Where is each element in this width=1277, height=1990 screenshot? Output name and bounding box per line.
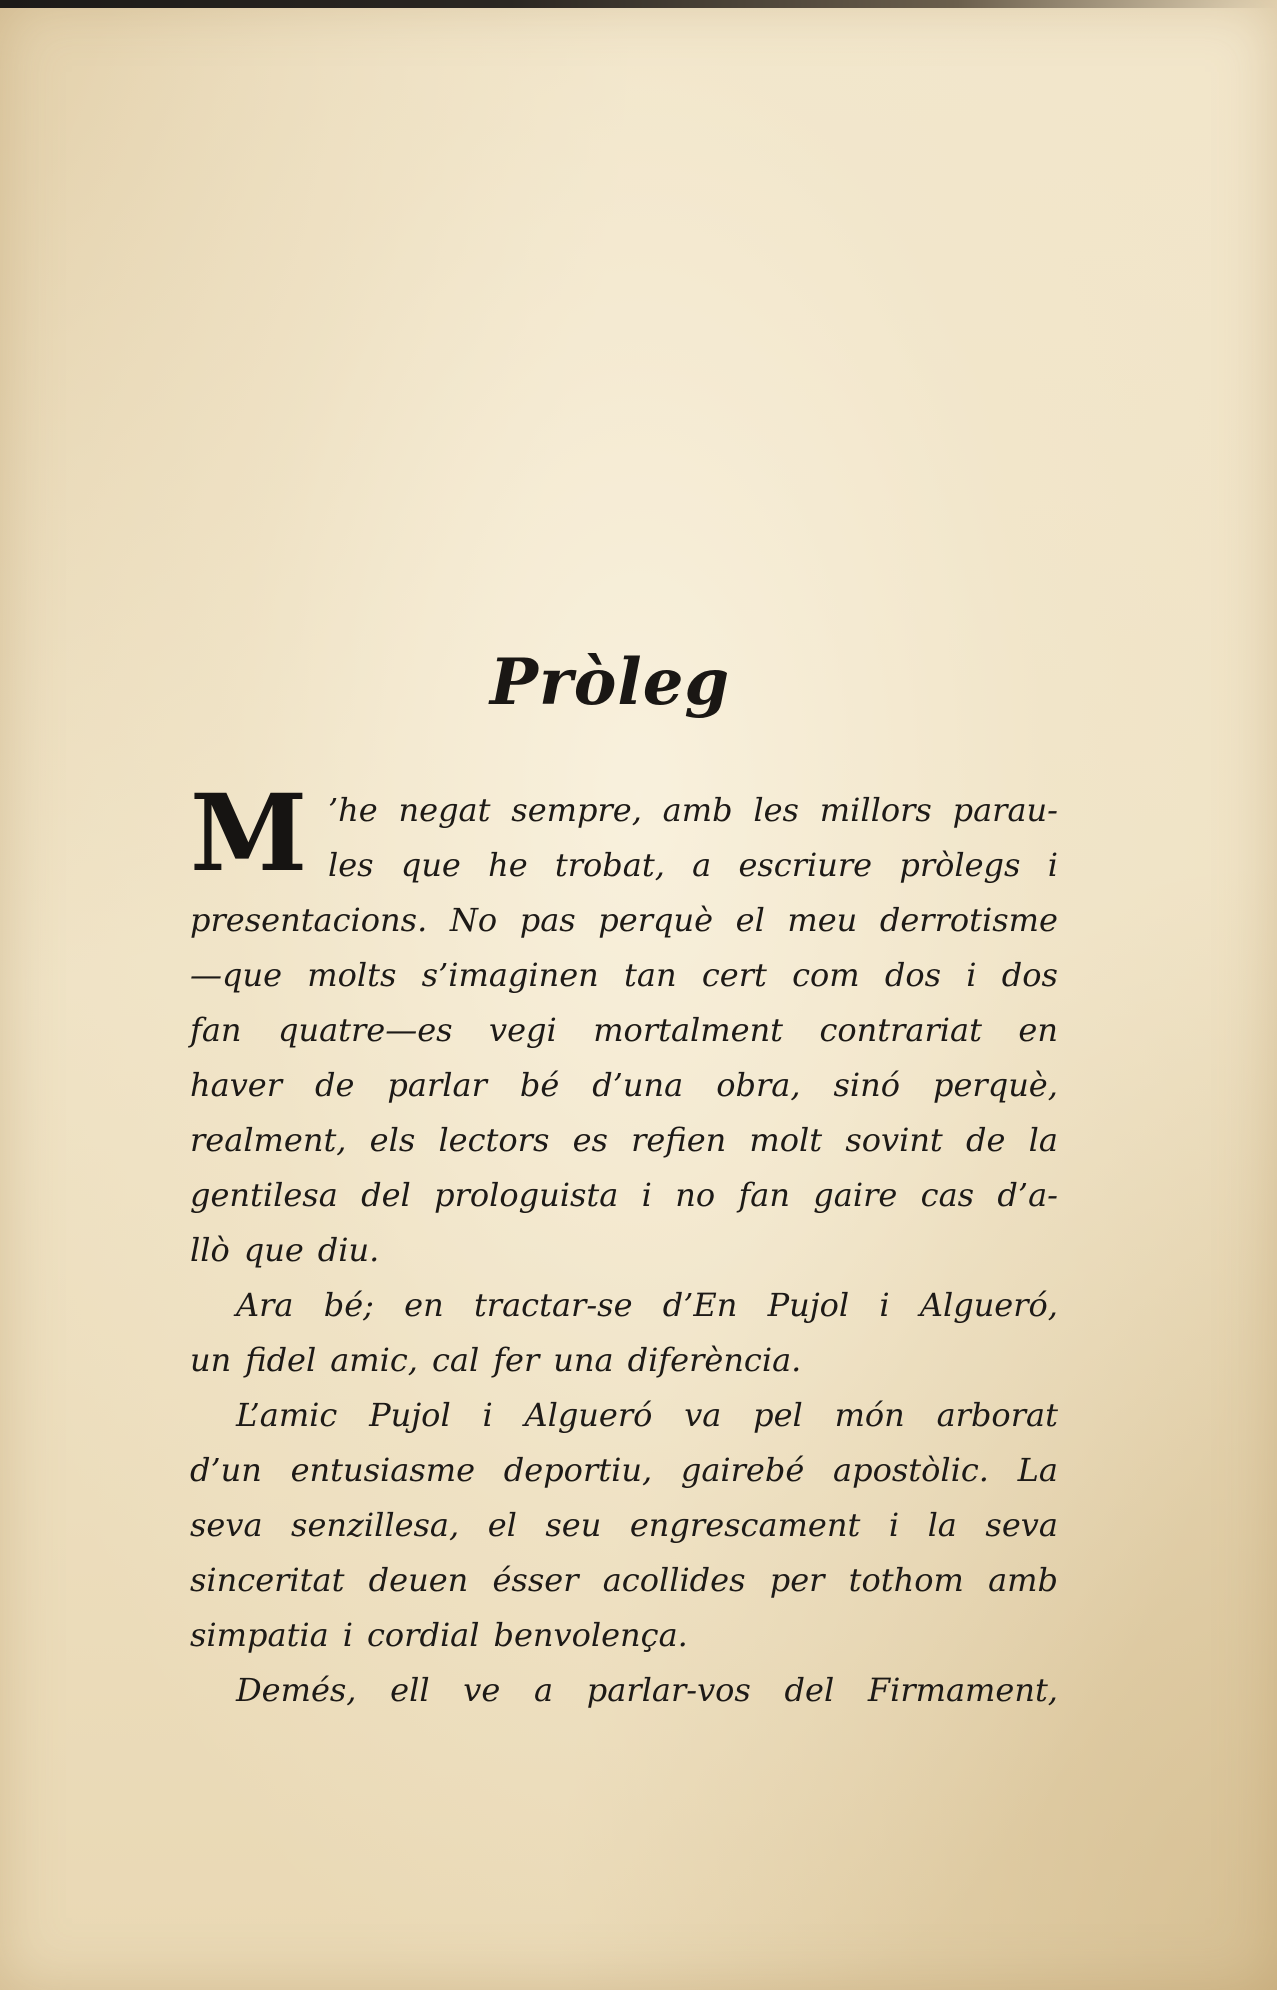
word: parlar-vos [586, 1671, 751, 1709]
word: No [449, 901, 498, 939]
word: simpatia [190, 1616, 329, 1654]
word: dos [884, 956, 942, 994]
word: bé [519, 1066, 560, 1104]
word: engrescament [629, 1506, 861, 1544]
word: s’imaginen [421, 956, 599, 994]
word: obra, [716, 1066, 801, 1104]
word: els [369, 1121, 416, 1159]
word: seva [190, 1506, 263, 1544]
word: d’a- [997, 1176, 1058, 1214]
word: i [966, 956, 977, 994]
word: del [361, 1176, 411, 1214]
word: parau- [952, 791, 1058, 829]
word: bé; [323, 1286, 374, 1324]
word: fer [493, 1341, 540, 1379]
word: ésser [492, 1561, 579, 1599]
word: millors [819, 791, 932, 829]
word: d’un [190, 1451, 262, 1489]
text-line [190, 1608, 1058, 1663]
word: cas [920, 1176, 975, 1214]
word: refien [631, 1121, 727, 1159]
word: perquè [598, 901, 714, 939]
word: ’he [328, 791, 378, 829]
word: a [692, 846, 712, 884]
word: amic, [330, 1341, 418, 1379]
word: realment, [190, 1121, 347, 1159]
word: Demés, [236, 1671, 357, 1709]
word: que [400, 846, 461, 884]
prologue-text [190, 770, 1058, 1718]
word: pel [753, 1396, 803, 1434]
word: tothom [848, 1561, 964, 1599]
text-line [190, 1003, 1058, 1058]
word: la [927, 1506, 957, 1544]
word: Pujol [369, 1396, 451, 1434]
word: pas [519, 901, 576, 939]
word: fan [190, 1011, 242, 1049]
word: una [553, 1341, 614, 1379]
text-line [190, 893, 1058, 948]
text-line [190, 948, 1058, 1003]
word: com [792, 956, 860, 994]
word: sovint [845, 1121, 943, 1159]
text-line [190, 1443, 1058, 1498]
word: molt [749, 1121, 823, 1159]
text-line [190, 1333, 1058, 1388]
word: meu [787, 901, 858, 939]
word: presentacions. [190, 901, 428, 939]
word: —que [190, 956, 283, 994]
word: Ara [236, 1286, 294, 1324]
word: a [534, 1671, 554, 1709]
word: gentilesa [190, 1176, 338, 1214]
word: tractar-se [473, 1286, 633, 1324]
word: fan [738, 1176, 790, 1214]
word: he [488, 846, 528, 884]
word: gairebé [680, 1451, 805, 1489]
text-line [190, 1278, 1058, 1333]
text-line [190, 1058, 1058, 1113]
word: de [965, 1121, 1006, 1159]
text-line [190, 1168, 1058, 1223]
word: d’En [662, 1286, 738, 1324]
word: fidel [245, 1341, 317, 1379]
word: les [328, 846, 374, 884]
text-line [190, 783, 1058, 838]
word: deuen [368, 1561, 469, 1599]
word: per [769, 1561, 825, 1599]
word: Algueró [524, 1396, 653, 1434]
word: senzillesa, [291, 1506, 460, 1544]
text-line [190, 1113, 1058, 1168]
word: prologuista [434, 1176, 619, 1214]
word: ve [463, 1671, 501, 1709]
word: que [243, 1231, 304, 1269]
word: haver [190, 1066, 282, 1104]
word: quatre—es [277, 1011, 453, 1049]
text-line [190, 1553, 1058, 1608]
scan-edge [0, 0, 1277, 8]
word: acollides [602, 1561, 746, 1599]
word: entusiasme [290, 1451, 476, 1489]
word: va [684, 1396, 722, 1434]
word: benvolença. [493, 1616, 688, 1654]
word: contrariat [819, 1011, 982, 1049]
word: món [834, 1396, 905, 1434]
word: el [487, 1506, 517, 1544]
word: L’amic [236, 1396, 338, 1434]
word: mortalment [593, 1011, 784, 1049]
word: en [404, 1286, 444, 1324]
word: un [190, 1341, 232, 1379]
word: trobat, [554, 846, 665, 884]
word: seu [545, 1506, 602, 1544]
word: perquè, [932, 1066, 1058, 1104]
word: en [1018, 1011, 1058, 1049]
word: i [342, 1616, 353, 1654]
word: seva [985, 1506, 1058, 1544]
word: llò [190, 1231, 230, 1269]
word: tan [624, 956, 677, 994]
text-line [190, 1663, 1058, 1718]
word: no [675, 1176, 716, 1214]
word: i [888, 1506, 900, 1544]
word: i [641, 1176, 652, 1214]
word: vegi [489, 1011, 557, 1049]
word: de [314, 1066, 355, 1104]
text-line [190, 838, 1058, 893]
word: La [1017, 1451, 1058, 1489]
text-line [190, 1498, 1058, 1553]
word: amb [988, 1561, 1058, 1599]
word: deportiu, [503, 1451, 653, 1489]
word: cert [701, 956, 767, 994]
word: cal [431, 1341, 480, 1379]
word: dos [1001, 956, 1058, 994]
word: i [482, 1396, 493, 1434]
word: el [735, 901, 765, 939]
word: Firmament, [867, 1671, 1058, 1709]
word: del [784, 1671, 835, 1709]
word: escriure [738, 846, 873, 884]
word: les [753, 791, 799, 829]
drop-cap: M [190, 770, 308, 895]
word: diferència. [627, 1341, 802, 1379]
text-line [190, 1388, 1058, 1443]
word: amb [662, 791, 733, 829]
word: derrotisme [879, 901, 1058, 939]
word: parlar [387, 1066, 487, 1104]
word: negat [398, 791, 491, 829]
word: es [572, 1121, 608, 1159]
text-line [190, 1223, 1058, 1278]
word: i [879, 1286, 890, 1324]
word: lectors [438, 1121, 550, 1159]
word: sinó [833, 1066, 900, 1104]
word: sempre, [511, 791, 642, 829]
word: cordial [366, 1616, 480, 1654]
word: la [1028, 1121, 1058, 1159]
word: arborat [936, 1396, 1058, 1434]
word: gaire [813, 1176, 898, 1214]
word: ell [390, 1671, 430, 1709]
word: d’una [592, 1066, 684, 1104]
word: Algueró, [919, 1286, 1058, 1324]
word: pròlegs [899, 846, 1021, 884]
page-title: Pròleg [489, 645, 731, 720]
word: molts [307, 956, 397, 994]
word: i [1047, 846, 1058, 884]
word: sinceritat [190, 1561, 345, 1599]
word: Pujol [767, 1286, 850, 1324]
word: apostòlic. [833, 1451, 989, 1489]
word: diu. [317, 1231, 380, 1269]
